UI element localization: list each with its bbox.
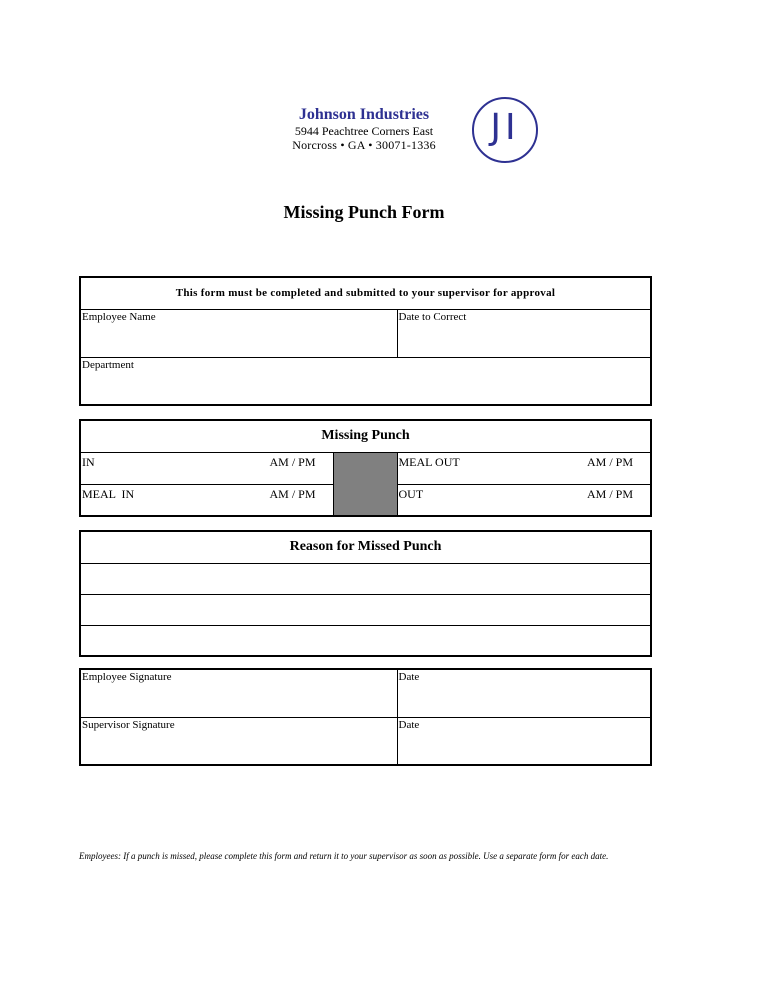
punch-out-field[interactable] — [397, 484, 651, 516]
meal-out-field[interactable] — [397, 452, 651, 484]
punch-in-ampm: AM / PM — [269, 454, 316, 469]
date-to-correct-field[interactable] — [397, 309, 651, 357]
form-title: Missing Punch Form — [283, 202, 445, 222]
punch-out-label: OUT — [398, 486, 424, 501]
meal-out-label: MEAL OUT — [398, 454, 460, 469]
employee-instructions: Employees: If a punch is missed, please complete this form and return it to your supervisor as soon as possible. Use a separate form for each date. — [79, 851, 609, 861]
company-name: Johnson Industries — [298, 106, 430, 123]
reason-line-2[interactable] — [80, 594, 651, 625]
employee-name-label: Employee Name — [82, 310, 156, 323]
employee-signature-field[interactable] — [80, 669, 397, 717]
shaded-divider — [333, 452, 397, 516]
supervisor-date-label: Date — [398, 718, 420, 731]
punch-in-field[interactable] — [80, 452, 333, 484]
department-field[interactable] — [80, 357, 651, 405]
approval-notice: This form must be completed and submitted to your supervisor for approval — [80, 277, 651, 309]
supervisor-signature-field[interactable] — [80, 717, 397, 765]
reason-title: Reason for Missed Punch — [80, 531, 651, 563]
reason-line-3[interactable] — [80, 625, 651, 656]
signature-table — [79, 668, 652, 766]
missing-punch-table — [79, 419, 652, 517]
employee-name-field[interactable] — [80, 309, 397, 357]
meal-out-ampm: AM / PM — [586, 454, 633, 469]
employee-date-field[interactable] — [397, 669, 651, 717]
punch-in-label: IN — [82, 454, 95, 469]
date-to-correct-label: Date to Correct — [398, 310, 467, 323]
letterhead — [0, 0, 768, 170]
meal-in-label: MEAL IN — [82, 486, 135, 501]
employee-signature-label: Employee Signature — [82, 671, 172, 683]
reason-table — [79, 530, 652, 657]
punch-out-ampm: AM / PM — [586, 486, 633, 501]
meal-in-field[interactable] — [80, 484, 333, 516]
missing-punch-title: Missing Punch — [80, 420, 651, 452]
company-address-line2: Norcross • GA • 30071-1336 — [292, 138, 436, 152]
employee-info-table — [79, 276, 652, 406]
meal-in-ampm: AM / PM — [269, 486, 316, 501]
department-label: Department — [82, 358, 134, 371]
supervisor-signature-label: Supervisor Signature — [82, 718, 175, 731]
company-address-line1: 5944 Peachtree Corners East — [294, 124, 434, 138]
company-logo: JI — [472, 97, 538, 163]
employee-date-label: Date — [398, 671, 420, 683]
reason-line-1[interactable] — [80, 563, 651, 594]
supervisor-date-field[interactable] — [397, 717, 651, 765]
